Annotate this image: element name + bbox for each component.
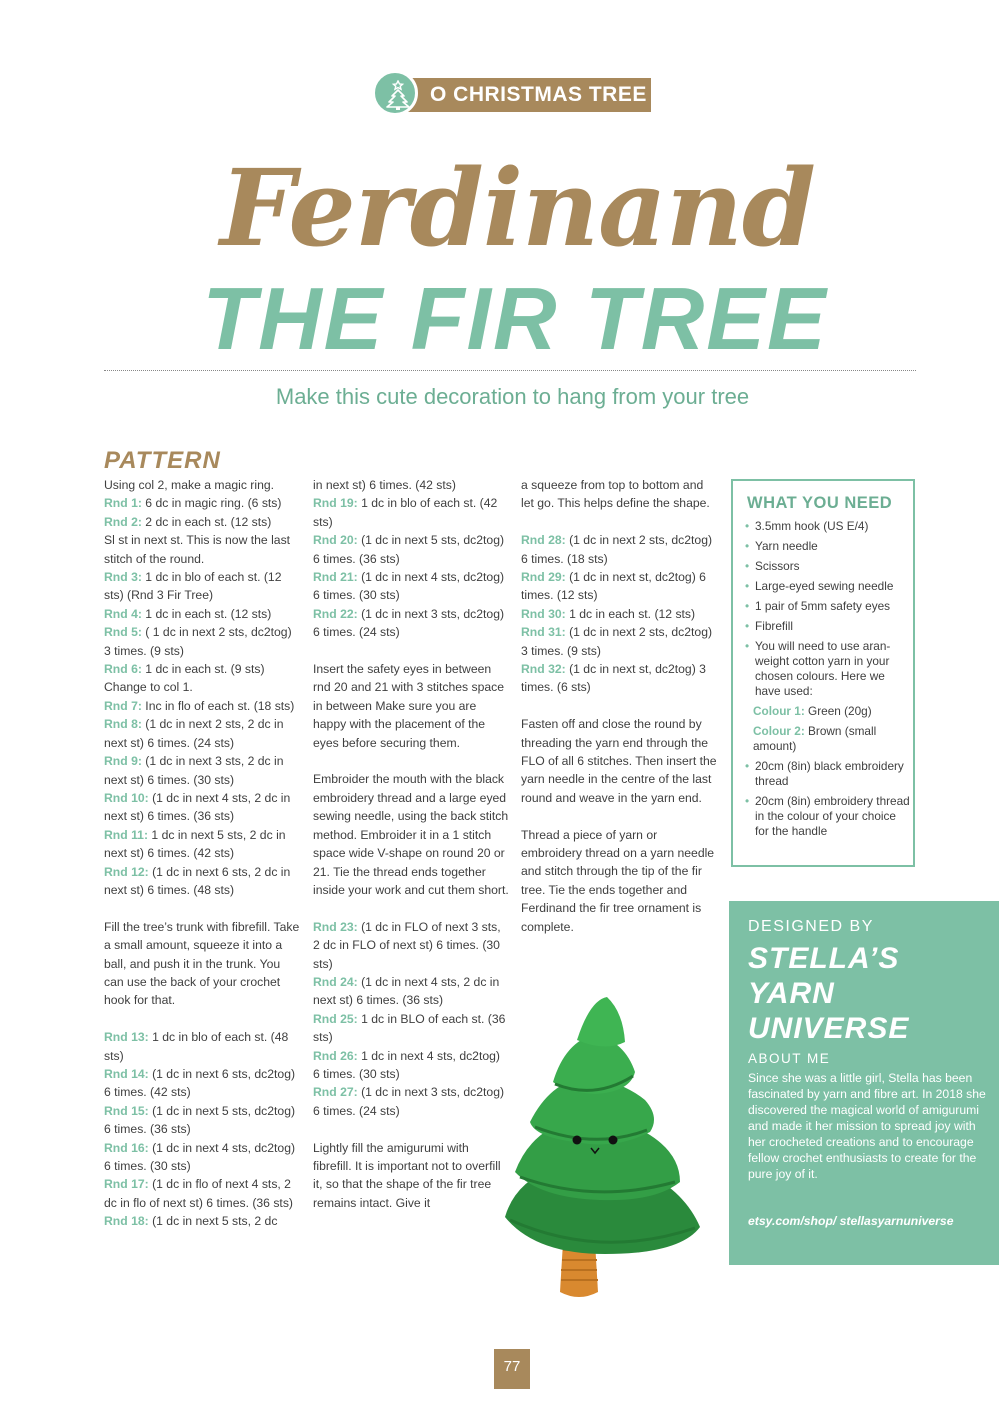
instruction-text: Lightly fill the amigurumi with fibrefill. It is important not to overfill it, so that the shape of the fir tree remains intact. Give it <box>313 1140 501 1210</box>
fir-tree-photo <box>495 992 710 1307</box>
pattern-round <box>104 715 300 752</box>
pattern-round <box>313 1047 509 1084</box>
pattern-round <box>104 660 300 678</box>
pattern-round <box>313 605 509 642</box>
paragraph-gap <box>521 807 717 825</box>
material-item <box>745 759 911 789</box>
instruction-text: (1 dc in next 2 sts, dc2tog) 6 times. (18 sts) <box>521 533 713 566</box>
round-label: Rnd 2: <box>104 514 142 529</box>
pattern-instruction <box>104 678 300 696</box>
instruction-text: (1 dc in next 5 sts, 2 dc <box>148 1214 278 1229</box>
paragraph-gap <box>313 899 509 917</box>
pattern-round <box>104 1102 300 1139</box>
pattern-round <box>104 623 300 660</box>
instruction-text: (1 dc in next 4 sts, 2 dc in next st) 6 times. (36 sts) <box>313 974 500 1008</box>
instruction-text: (1 dc in next 5 sts, dc2tog) 6 times. (36 sts) <box>104 1103 296 1137</box>
page-number-tab <box>494 1349 530 1389</box>
instruction-text: 1 dc in blo of each st. (48 sts) <box>104 1030 289 1063</box>
instruction-text: (1 dc in next 3 sts, dc2tog) 6 times. (24 sts) <box>313 1085 505 1118</box>
instruction-text: (1 dc in next 2 sts, dc2tog) 3 times. (9 sts) <box>521 625 713 658</box>
colour-label: Colour 2: <box>753 724 805 738</box>
instruction-text: 1 dc in BLO of each st. (36 sts) <box>313 1011 506 1045</box>
material-text: Brown (small amount) <box>753 724 877 753</box>
round-label: Rnd 4: <box>104 606 142 621</box>
paragraph-gap <box>313 752 509 770</box>
paragraph-gap <box>104 899 300 917</box>
pattern-round <box>521 660 717 697</box>
instruction-text: (1 dc in next st, dc2tog) 3 times. (6 sts) <box>521 662 706 695</box>
material-item <box>745 794 911 839</box>
instruction-text: (1 dc in next 6 sts, 2 dc in next st) 6 times. (48 sts) <box>104 864 291 897</box>
pattern-instruction <box>104 918 300 1010</box>
pattern-round <box>104 494 300 512</box>
material-text: You will need to use aran-weight cotton yarn in your chosen colours. Here we have used: <box>755 639 891 698</box>
pattern-heading: PATTERN <box>104 447 221 474</box>
round-label: Rnd 16: <box>104 1140 149 1155</box>
material-item <box>745 599 911 614</box>
round-label: Rnd 1: <box>104 496 142 511</box>
about-me-label: ABOUT ME <box>748 1051 831 1066</box>
round-label: Rnd 19: <box>313 496 358 511</box>
instruction-text: (1 dc in flo of next 4 sts, 2 dc in flo of next st) 6 times. (36 sts) <box>104 1177 293 1210</box>
round-label: Rnd 12: <box>104 864 149 879</box>
instruction-text: 1 dc in blo of each st. (12 sts) (Rnd 3 Fir Tree) <box>104 570 282 603</box>
designer-box <box>729 901 999 1265</box>
instruction-text: (1 dc in next st, dc2tog) 6 times. (12 sts) <box>521 570 706 603</box>
pattern-column-1 <box>104 476 300 1231</box>
pattern-instruction <box>313 476 509 494</box>
pattern-round <box>521 531 717 568</box>
material-text: Large-eyed sewing needle <box>755 579 894 593</box>
designer-bio: Since she was a little girl, Stella has been fascinated by yarn and fibre art. In 2018 she discovered the magical world of amigurumi and made it her mission to spread joy with her crocheted creations and to encourage fellow crochet enthusiasts to create for the pure joy of it. <box>748 1071 986 1181</box>
instruction-text: (1 dc in next 4 sts, dc2tog) 6 times. (30 sts) <box>313 570 505 603</box>
paragraph-gap <box>313 642 509 660</box>
instruction-text: Fasten off and close the round by threading the yarn end through the FLO of all 6 stitches. Then insert the yarn needle in the centre of the last round and weave in the yarn end. <box>521 717 717 805</box>
round-label: Rnd 3: <box>104 570 142 585</box>
instruction-text: (1 dc in next 4 sts, 2 dc in next st) 6 times. (36 sts) <box>104 790 291 824</box>
material-item <box>745 519 911 534</box>
material-text: Green (20g) <box>804 704 872 718</box>
colour-label: Colour 1: <box>753 704 805 718</box>
round-label: Rnd 18: <box>104 1214 149 1229</box>
material-text: 3.5mm hook (US E/4) <box>755 519 869 533</box>
instruction-text: 1 dc in next 5 sts, 2 dc in next st) 6 times. (42 sts) <box>104 827 286 861</box>
round-label: Rnd 27: <box>313 1085 358 1100</box>
round-label: Rnd 28: <box>521 533 566 548</box>
material-item <box>745 704 911 719</box>
pattern-round <box>104 605 300 623</box>
round-label: Rnd 17: <box>104 1177 149 1192</box>
instruction-text: (1 dc in next 3 sts, 2 dc in next st) 6 times. (30 sts) <box>104 754 284 787</box>
instruction-text: Fill the tree’s trunk with fibrefill. Take a small amount, squeeze it into a ball, and push it in the trunk. You can use the back of your crochet hook for that. <box>104 919 300 1008</box>
pattern-round <box>521 623 717 660</box>
round-label: Rnd 14: <box>104 1066 149 1081</box>
subtitle: Make this cute decoration to hang from your tree <box>275 384 750 409</box>
round-label: Rnd 31: <box>521 625 566 640</box>
pattern-round <box>313 1083 509 1120</box>
pattern-round <box>104 513 300 531</box>
pattern-round <box>104 863 300 900</box>
round-label: Rnd 22: <box>313 606 358 621</box>
instruction-text: 1 dc in blo of each st. (42 sts) <box>313 496 498 529</box>
badge-label: O CHRISTMAS TREE <box>430 83 647 106</box>
instruction-text: Using col 2, make a magic ring. <box>104 478 275 492</box>
material-text: 20cm (8in) black embroidery thread <box>755 759 904 788</box>
pattern-round <box>313 1010 509 1047</box>
pattern-round <box>104 752 300 789</box>
instruction-text: Change to col 1. <box>104 680 193 695</box>
designer-shop-link[interactable]: etsy.com/shop/ stellasyarnuniverse <box>748 1214 954 1228</box>
round-label: Rnd 29: <box>521 570 566 585</box>
round-label: Rnd 30: <box>521 606 566 621</box>
pattern-round <box>104 697 300 715</box>
section-badge <box>372 73 652 113</box>
instruction-text: Inc in flo of each st. (18 sts) <box>141 698 295 713</box>
title-main: THE FIR TREE <box>202 269 828 368</box>
pattern-round <box>313 494 509 531</box>
material-item <box>745 559 911 574</box>
instruction-text: (1 dc in FLO of next 3 sts, 2 dc in FLO of next st) 6 times. (30 sts) <box>313 919 501 971</box>
round-label: Rnd 5: <box>104 625 142 640</box>
material-text: Fibrefill <box>755 619 794 633</box>
pattern-instruction <box>104 531 300 568</box>
designed-by-label: DESIGNED BY <box>748 918 874 935</box>
round-label: Rnd 25: <box>313 1011 358 1026</box>
instruction-text: Insert the safety eyes in between rnd 20 and 21 with 3 stitches space in between Make sure you are happy with the placement of the eyes before securing them. <box>313 662 505 750</box>
dotted-divider <box>104 370 916 371</box>
pattern-round <box>104 1139 300 1176</box>
pattern-round <box>313 568 509 605</box>
material-text: Yarn needle <box>755 539 818 553</box>
instruction-text: 1 dc in each st. (9 sts) <box>141 662 265 677</box>
pattern-instruction <box>104 476 300 494</box>
material-item <box>745 579 911 594</box>
round-label: Rnd 23: <box>313 919 358 934</box>
pattern-round <box>104 568 300 605</box>
title-script: Ferdinand <box>219 145 816 270</box>
pattern-round <box>521 568 717 605</box>
pattern-round <box>104 826 300 863</box>
pattern-instruction <box>313 1139 509 1213</box>
round-label: Rnd 15: <box>104 1103 149 1118</box>
round-label: Rnd 26: <box>313 1048 358 1063</box>
round-label: Rnd 13: <box>104 1030 149 1045</box>
pattern-round <box>521 605 717 623</box>
materials-list <box>745 519 911 844</box>
paragraph-gap <box>313 1120 509 1138</box>
pattern-round <box>104 1212 300 1230</box>
instruction-text: (1 dc in next 6 sts, dc2tog) 6 times. (42 sts) <box>104 1066 296 1100</box>
badge-circle <box>372 70 418 116</box>
what-you-need-heading: WHAT YOU NEED <box>747 494 893 512</box>
pattern-column-2 <box>313 476 509 1212</box>
instruction-text: 1 dc in each st. (12 sts) <box>565 606 696 621</box>
instruction-text: Sl st in next st. This is now the last stitch of the round. <box>104 533 291 566</box>
instruction-text: 2 dc in each st. (12 sts) <box>141 514 272 529</box>
instruction-text: (1 dc in next 4 sts, dc2tog) 6 times. (30 sts) <box>104 1140 296 1173</box>
instruction-text: 6 dc in magic ring. (6 sts) <box>141 496 282 511</box>
pattern-instruction <box>521 826 717 936</box>
round-label: Rnd 24: <box>313 974 358 989</box>
round-label: Rnd 11: <box>104 827 149 842</box>
pattern-round <box>313 973 509 1010</box>
pattern-instruction <box>521 715 717 807</box>
pattern-instruction <box>313 770 509 899</box>
instruction-text: (1 dc in next 5 sts, dc2tog) 6 times. (36 sts) <box>313 533 505 566</box>
paragraph-gap <box>521 697 717 715</box>
round-label: Rnd 21: <box>313 570 358 585</box>
pattern-round <box>104 1065 300 1102</box>
pattern-instruction <box>313 660 509 752</box>
round-label: Rnd 10: <box>104 790 149 805</box>
round-label: Rnd 9: <box>104 754 142 769</box>
pattern-round <box>313 531 509 568</box>
material-item <box>745 539 911 554</box>
what-you-need-box <box>731 479 915 867</box>
round-label: Rnd 32: <box>521 662 566 677</box>
instruction-text: 1 dc in each st. (12 sts) <box>141 606 272 621</box>
instruction-text: Embroider the mouth with the black embroidery thread and a large eyed sewing needle, using the back stitch method. Embroider it in a 1 stitch space wide V-shape on round 20 or 21. Tie the thread ends together inside your work and cut them short. <box>313 772 509 897</box>
round-label: Rnd 20: <box>313 533 358 548</box>
christmas-tree-icon <box>384 80 412 110</box>
round-label: Rnd 7: <box>104 698 142 713</box>
paragraph-gap <box>521 513 717 531</box>
material-item <box>745 619 911 634</box>
paragraph-gap <box>104 1010 300 1028</box>
instruction-text: (1 dc in next 3 sts, dc2tog) 6 times. (24 sts) <box>313 606 505 640</box>
material-text: Scissors <box>755 559 800 573</box>
pattern-round <box>104 1175 300 1212</box>
pattern-round <box>313 918 509 973</box>
instruction-text: Thread a piece of yarn or embroidery thread on a yarn needle and stitch through the tip of the fir tree. Tie the ends together and Ferdinand the fir tree ornament is complete. <box>521 827 715 934</box>
instruction-text: ( 1 dc in next 2 sts, dc2tog) 3 times. (9 sts) <box>104 625 292 658</box>
pattern-round <box>104 789 300 826</box>
material-text: 1 pair of 5mm safety eyes <box>755 599 891 613</box>
material-item <box>745 724 911 754</box>
pattern-instruction <box>521 476 717 513</box>
pattern-round <box>104 1028 300 1065</box>
material-text: 20cm (8in) embroidery thread in the colour of your choice for the handle <box>755 794 910 838</box>
round-label: Rnd 8: <box>104 717 142 732</box>
instruction-text: a squeeze from top to bottom and let go. This helps define the shape. <box>521 478 710 511</box>
material-item <box>745 639 911 699</box>
instruction-text: (1 dc in next 2 sts, 2 dc in next st) 6 times. (24 sts) <box>104 717 284 750</box>
instruction-text: 1 dc in next 4 sts, dc2tog) 6 times. (30 sts) <box>313 1048 500 1081</box>
pattern-column-3 <box>521 476 717 936</box>
designer-name: STELLA’S YARN UNIVERSE <box>748 942 910 1045</box>
round-label: Rnd 6: <box>104 662 142 677</box>
page-number: 77 <box>503 1358 521 1375</box>
instruction-text: in next st) 6 times. (42 sts) <box>313 478 456 492</box>
